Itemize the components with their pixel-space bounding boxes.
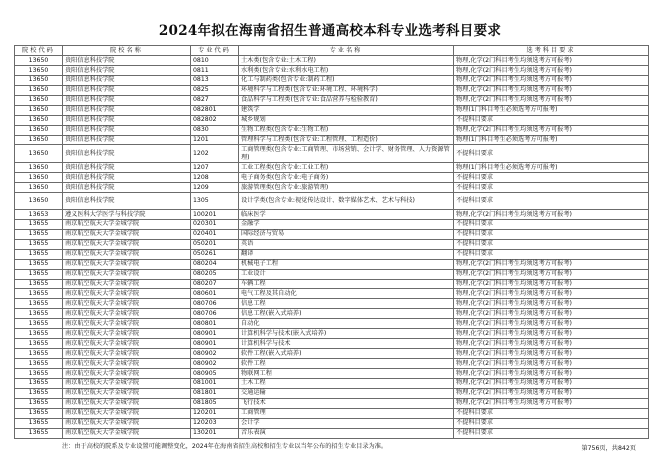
cell-school-code: 13650 xyxy=(15,163,63,173)
page-title: 2024年拟在海南省招生普通高校本科专业选考科目要求 xyxy=(158,23,502,39)
cell-major-name: 车辆工程 xyxy=(239,279,454,289)
column-header-school-code: 院校代码 xyxy=(15,46,63,56)
cell-major-code: 0811 xyxy=(191,65,239,75)
table-row xyxy=(15,359,649,369)
cell-major-code: 080601 xyxy=(191,289,239,299)
cell-requirement: 物理,化学(2门科目考生均须选考方可报考) xyxy=(454,56,649,66)
cell-requirement: 物理(1门科目考生必须选考方可报考) xyxy=(454,163,649,173)
cell-school-code: 13650 xyxy=(15,183,63,193)
cell-school-name: 南京航空航天大学金城学院 xyxy=(63,259,191,269)
cell-major-code: 1202 xyxy=(191,145,239,163)
table-container xyxy=(0,45,660,439)
cell-requirement: 物理,化学(2门科目考生均须选考方可报考) xyxy=(454,75,649,85)
cell-school-code: 13655 xyxy=(15,269,63,279)
cell-major-name: 工商管理类(包含专业:工商管理、市场营销、会计学、财务管理、人力资源管理) xyxy=(239,145,454,163)
cell-major-name: 设计学类(包含专业:视觉传达设计、数字媒体艺术、艺术与科技) xyxy=(239,192,454,209)
cell-requirement: 物理,化学(2门科目考生均须选考方可报考) xyxy=(454,349,649,359)
table-row xyxy=(15,319,649,329)
cell-major-name: 交通运输 xyxy=(239,388,454,398)
table-row xyxy=(15,378,649,388)
cell-major-code: 080205 xyxy=(191,269,239,279)
cell-school-name: 南京航空航天大学金城学院 xyxy=(63,368,191,378)
table-row xyxy=(15,398,649,408)
cell-major-code: 0810 xyxy=(191,56,239,66)
cell-school-name: 贵阳信息科技学院 xyxy=(63,125,191,135)
cell-school-name: 南京航空航天大学金城学院 xyxy=(63,349,191,359)
cell-major-name: 音乐表演 xyxy=(239,428,454,438)
table-row xyxy=(15,259,649,269)
table-row xyxy=(15,229,649,239)
table-row xyxy=(15,368,649,378)
cell-major-name: 城乡规划 xyxy=(239,115,454,125)
cell-major-name: 软件工程(嵌入式培养) xyxy=(239,349,454,359)
cell-school-name: 南京航空航天大学金城学院 xyxy=(63,378,191,388)
cell-major-code: 0813 xyxy=(191,75,239,85)
cell-school-code: 13650 xyxy=(15,95,63,105)
cell-school-name: 南京航空航天大学金城学院 xyxy=(63,339,191,349)
cell-school-code: 13655 xyxy=(15,359,63,369)
cell-school-name: 南京航空航天大学金城学院 xyxy=(63,418,191,428)
cell-major-code: 080706 xyxy=(191,309,239,319)
table-row xyxy=(15,65,649,75)
cell-school-name: 南京航空航天大学金城学院 xyxy=(63,319,191,329)
cell-major-name: 会计学 xyxy=(239,418,454,428)
cell-major-name: 水利类(包含专业:水利水电工程) xyxy=(239,65,454,75)
cell-requirement: 物理,化学(2门科目考生均须选考方可报考) xyxy=(454,125,649,135)
cell-major-name: 食品科学与工程类(包含专业:食品营养与检验教育) xyxy=(239,95,454,105)
table-row xyxy=(15,85,649,95)
table-row xyxy=(15,135,649,145)
cell-major-name: 建筑学 xyxy=(239,105,454,115)
cell-major-code: 080902 xyxy=(191,359,239,369)
cell-school-name: 南京航空航天大学金城学院 xyxy=(63,408,191,418)
cell-requirement: 物理,化学(2门科目考生均须选考方可报考) xyxy=(454,289,649,299)
cell-requirement: 不提科目要求 xyxy=(454,249,649,259)
cell-requirement: 物理,化学(2门科目考生均须选考方可报考) xyxy=(454,299,649,309)
cell-school-code: 13655 xyxy=(15,388,63,398)
cell-school-code: 13655 xyxy=(15,259,63,269)
cell-major-name: 英语 xyxy=(239,239,454,249)
cell-requirement: 物理,化学(2门科目考生均须选考方可报考) xyxy=(454,378,649,388)
cell-major-code: 081801 xyxy=(191,388,239,398)
cell-requirement: 不提科目要求 xyxy=(454,219,649,229)
cell-major-code: 080204 xyxy=(191,259,239,269)
cell-school-code: 13650 xyxy=(15,65,63,75)
cell-requirement: 物理,化学(2门科目考生均须选考方可报考) xyxy=(454,339,649,349)
cell-requirement: 不提科目要求 xyxy=(454,229,649,239)
cell-school-name: 贵阳信息科技学院 xyxy=(63,183,191,193)
cell-school-code: 13655 xyxy=(15,349,63,359)
cell-requirement: 不提科目要求 xyxy=(454,145,649,163)
cell-school-code: 13655 xyxy=(15,418,63,428)
table-row xyxy=(15,192,649,209)
cell-school-code: 13655 xyxy=(15,309,63,319)
cell-school-name: 贵阳信息科技学院 xyxy=(63,173,191,183)
table-row xyxy=(15,209,649,219)
cell-major-code: 050201 xyxy=(191,239,239,249)
cell-school-name: 南京航空航天大学金城学院 xyxy=(63,239,191,249)
cell-school-code: 13650 xyxy=(15,135,63,145)
table-row xyxy=(15,279,649,289)
cell-school-name: 南京航空航天大学金城学院 xyxy=(63,309,191,319)
cell-major-name: 电气工程及其自动化 xyxy=(239,289,454,299)
footer-note: 注：由于高校的院系及专业设置可能调整变化，2024年在海南省招生高校和招生专业以当年公布的招生专业目录为准。 xyxy=(62,443,388,450)
cell-major-code: 080905 xyxy=(191,368,239,378)
cell-school-name: 遵义医科大学医学与科技学院 xyxy=(63,209,191,219)
cell-major-code: 080706 xyxy=(191,299,239,309)
table-row xyxy=(15,428,649,438)
cell-school-name: 南京航空航天大学金城学院 xyxy=(63,269,191,279)
cell-major-code: 081805 xyxy=(191,398,239,408)
cell-requirement: 物理,化学(2门科目考生均须选考方可报考) xyxy=(454,209,649,219)
cell-school-name: 贵阳信息科技学院 xyxy=(63,75,191,85)
table-row xyxy=(15,339,649,349)
cell-school-code: 13655 xyxy=(15,279,63,289)
cell-requirement: 不提科目要求 xyxy=(454,428,649,438)
cell-major-code: 0825 xyxy=(191,85,239,95)
cell-major-name: 旅游管理类(包含专业:旅游管理) xyxy=(239,183,454,193)
cell-major-code: 020401 xyxy=(191,229,239,239)
table-row xyxy=(15,219,649,229)
table-row xyxy=(15,105,649,115)
cell-major-code: 080902 xyxy=(191,349,239,359)
cell-major-code: 130201 xyxy=(191,428,239,438)
cell-requirement: 物理(1门科目考生必须选考方可报考) xyxy=(454,105,649,115)
cell-major-name: 物联网工程 xyxy=(239,368,454,378)
cell-school-code: 13650 xyxy=(15,125,63,135)
cell-school-name: 贵阳信息科技学院 xyxy=(63,56,191,66)
table-header-row xyxy=(15,46,649,56)
cell-major-code: 0827 xyxy=(191,95,239,105)
page-number: 第756页，共842页 xyxy=(581,445,636,452)
cell-requirement: 不提科目要求 xyxy=(454,115,649,125)
cell-major-name: 电子商务类(包含专业:电子商务) xyxy=(239,173,454,183)
cell-school-name: 南京航空航天大学金城学院 xyxy=(63,249,191,259)
table-body xyxy=(15,56,649,439)
cell-major-code: 020301 xyxy=(191,219,239,229)
cell-school-name: 南京航空航天大学金城学院 xyxy=(63,229,191,239)
cell-school-code: 13655 xyxy=(15,299,63,309)
table-row xyxy=(15,329,649,339)
cell-school-name: 南京航空航天大学金城学院 xyxy=(63,388,191,398)
cell-requirement: 不提科目要求 xyxy=(454,183,649,193)
cell-major-code: 080207 xyxy=(191,279,239,289)
table-row xyxy=(15,173,649,183)
cell-major-code: 082802 xyxy=(191,115,239,125)
cell-school-code: 13655 xyxy=(15,249,63,259)
cell-school-code: 13653 xyxy=(15,209,63,219)
table-row xyxy=(15,163,649,173)
page-footer xyxy=(0,443,660,452)
cell-school-code: 13650 xyxy=(15,85,63,95)
table-row xyxy=(15,125,649,135)
cell-major-name: 化工与制药类(包含专业:制药工程) xyxy=(239,75,454,85)
cell-school-code: 13655 xyxy=(15,378,63,388)
table-row xyxy=(15,56,649,66)
cell-requirement: 物理,化学(2门科目考生均须选考方可报考) xyxy=(454,95,649,105)
cell-major-code: 0830 xyxy=(191,125,239,135)
cell-school-name: 南京航空航天大学金城学院 xyxy=(63,289,191,299)
cell-major-name: 环境科学与工程类(包含专业:环境工程、环境科学) xyxy=(239,85,454,95)
cell-school-name: 贵阳信息科技学院 xyxy=(63,163,191,173)
cell-major-code: 120201 xyxy=(191,408,239,418)
cell-major-code: 080901 xyxy=(191,339,239,349)
cell-requirement: 物理,化学(2门科目考生均须选考方可报考) xyxy=(454,368,649,378)
cell-requirement: 物理(1门科目考生必须选考方可报考) xyxy=(454,135,649,145)
cell-school-name: 贵阳信息科技学院 xyxy=(63,192,191,209)
cell-school-name: 贵阳信息科技学院 xyxy=(63,145,191,163)
cell-major-name: 国际经济与贸易 xyxy=(239,229,454,239)
cell-school-code: 13655 xyxy=(15,229,63,239)
table-row xyxy=(15,408,649,418)
cell-major-code: 1207 xyxy=(191,163,239,173)
table-row xyxy=(15,309,649,319)
cell-major-name: 机械电子工程 xyxy=(239,259,454,269)
cell-major-name: 土木类(包含专业:土木工程) xyxy=(239,56,454,66)
cell-requirement: 物理,化学(2门科目考生均须选考方可报考) xyxy=(454,85,649,95)
cell-school-name: 南京航空航天大学金城学院 xyxy=(63,428,191,438)
cell-requirement: 物理,化学(2门科目考生均须选考方可报考) xyxy=(454,359,649,369)
cell-school-code: 13655 xyxy=(15,239,63,249)
cell-requirement: 物理,化学(2门科目考生均须选考方可报考) xyxy=(454,269,649,279)
table-row xyxy=(15,388,649,398)
column-header-requirement: 选考科目要求 xyxy=(454,46,649,56)
cell-school-name: 南京航空航天大学金城学院 xyxy=(63,219,191,229)
cell-school-name: 南京航空航天大学金城学院 xyxy=(63,398,191,408)
subject-requirements-table xyxy=(14,45,649,439)
table-header xyxy=(15,46,649,56)
table-row xyxy=(15,115,649,125)
cell-requirement: 物理,化学(2门科目考生均须选考方可报考) xyxy=(454,65,649,75)
table-row xyxy=(15,289,649,299)
cell-major-name: 生物工程类(包含专业:生物工程) xyxy=(239,125,454,135)
cell-school-name: 贵阳信息科技学院 xyxy=(63,85,191,95)
cell-requirement: 物理,化学(2门科目考生均须选考方可报考) xyxy=(454,398,649,408)
cell-major-name: 临床医学 xyxy=(239,209,454,219)
cell-major-name: 土木工程 xyxy=(239,378,454,388)
cell-requirement: 不提科目要求 xyxy=(454,239,649,249)
table-row xyxy=(15,349,649,359)
table-row xyxy=(15,145,649,163)
cell-requirement: 不提科目要求 xyxy=(454,418,649,428)
cell-major-name: 金融学 xyxy=(239,219,454,229)
table-row xyxy=(15,418,649,428)
cell-school-name: 南京航空航天大学金城学院 xyxy=(63,279,191,289)
cell-school-code: 13655 xyxy=(15,329,63,339)
cell-school-code: 13655 xyxy=(15,219,63,229)
cell-major-code: 050261 xyxy=(191,249,239,259)
cell-major-name: 管理科学与工程类(包含专业:工程管理、工程造价) xyxy=(239,135,454,145)
column-header-major-code: 专业代码 xyxy=(191,46,239,56)
table-row xyxy=(15,249,649,259)
cell-major-code: 080801 xyxy=(191,319,239,329)
cell-major-name: 计算机科学与技术 xyxy=(239,339,454,349)
table-row xyxy=(15,239,649,249)
cell-school-name: 贵阳信息科技学院 xyxy=(63,95,191,105)
cell-major-name: 自动化 xyxy=(239,319,454,329)
cell-major-name: 计算机科学与技术(嵌入式培养) xyxy=(239,329,454,339)
cell-school-name: 南京航空航天大学金城学院 xyxy=(63,299,191,309)
cell-school-code: 13650 xyxy=(15,75,63,85)
cell-requirement: 不提科目要求 xyxy=(454,173,649,183)
cell-major-code: 100201 xyxy=(191,209,239,219)
cell-requirement: 物理,化学(2门科目考生均须选考方可报考) xyxy=(454,259,649,269)
cell-major-name: 工业工程类(包含专业:工业工程) xyxy=(239,163,454,173)
cell-school-code: 13655 xyxy=(15,289,63,299)
table-row xyxy=(15,183,649,193)
cell-requirement: 物理,化学(2门科目考生均须选考方可报考) xyxy=(454,279,649,289)
cell-major-name: 信息工程(嵌入式培养) xyxy=(239,309,454,319)
table-row xyxy=(15,75,649,85)
cell-major-name: 飞行技术 xyxy=(239,398,454,408)
cell-requirement: 不提科目要求 xyxy=(454,408,649,418)
cell-school-code: 13650 xyxy=(15,173,63,183)
table-row xyxy=(15,269,649,279)
cell-school-code: 13655 xyxy=(15,398,63,408)
cell-major-name: 翻译 xyxy=(239,249,454,259)
cell-major-name: 软件工程 xyxy=(239,359,454,369)
cell-requirement: 物理,化学(2门科目考生均须选考方可报考) xyxy=(454,329,649,339)
cell-major-code: 120203 xyxy=(191,418,239,428)
cell-school-name: 贵阳信息科技学院 xyxy=(63,65,191,75)
cell-school-code: 13650 xyxy=(15,105,63,115)
cell-school-code: 13655 xyxy=(15,368,63,378)
cell-school-name: 南京航空航天大学金城学院 xyxy=(63,329,191,339)
cell-major-code: 1208 xyxy=(191,173,239,183)
column-header-school-name: 院校名称 xyxy=(63,46,191,56)
cell-major-code: 1201 xyxy=(191,135,239,145)
cell-major-name: 工商管理 xyxy=(239,408,454,418)
cell-school-code: 13650 xyxy=(15,145,63,163)
cell-major-code: 1209 xyxy=(191,183,239,193)
cell-school-name: 贵阳信息科技学院 xyxy=(63,135,191,145)
cell-school-code: 13655 xyxy=(15,319,63,329)
cell-school-code: 13650 xyxy=(15,115,63,125)
cell-school-code: 13655 xyxy=(15,428,63,438)
cell-major-name: 工业设计 xyxy=(239,269,454,279)
cell-major-code: 1305 xyxy=(191,192,239,209)
cell-requirement: 物理,化学(2门科目考生均须选考方可报考) xyxy=(454,319,649,329)
cell-requirement: 物理,化学(2门科目考生均须选考方可报考) xyxy=(454,309,649,319)
cell-school-code: 13655 xyxy=(15,408,63,418)
cell-requirement: 不提科目要求 xyxy=(454,192,649,209)
table-row xyxy=(15,299,649,309)
cell-school-code: 13650 xyxy=(15,192,63,209)
cell-school-code: 13655 xyxy=(15,339,63,349)
column-header-major-name: 专业名称 xyxy=(239,46,454,56)
cell-school-code: 13650 xyxy=(15,56,63,66)
cell-major-code: 080901 xyxy=(191,329,239,339)
cell-school-name: 贵阳信息科技学院 xyxy=(63,115,191,125)
cell-school-name: 贵阳信息科技学院 xyxy=(63,105,191,115)
cell-school-name: 南京航空航天大学金城学院 xyxy=(63,359,191,369)
cell-major-code: 082801 xyxy=(191,105,239,115)
cell-requirement: 物理,化学(2门科目考生均须选考方可报考) xyxy=(454,388,649,398)
cell-major-code: 081001 xyxy=(191,378,239,388)
cell-major-name: 信息工程 xyxy=(239,299,454,309)
table-row xyxy=(15,95,649,105)
